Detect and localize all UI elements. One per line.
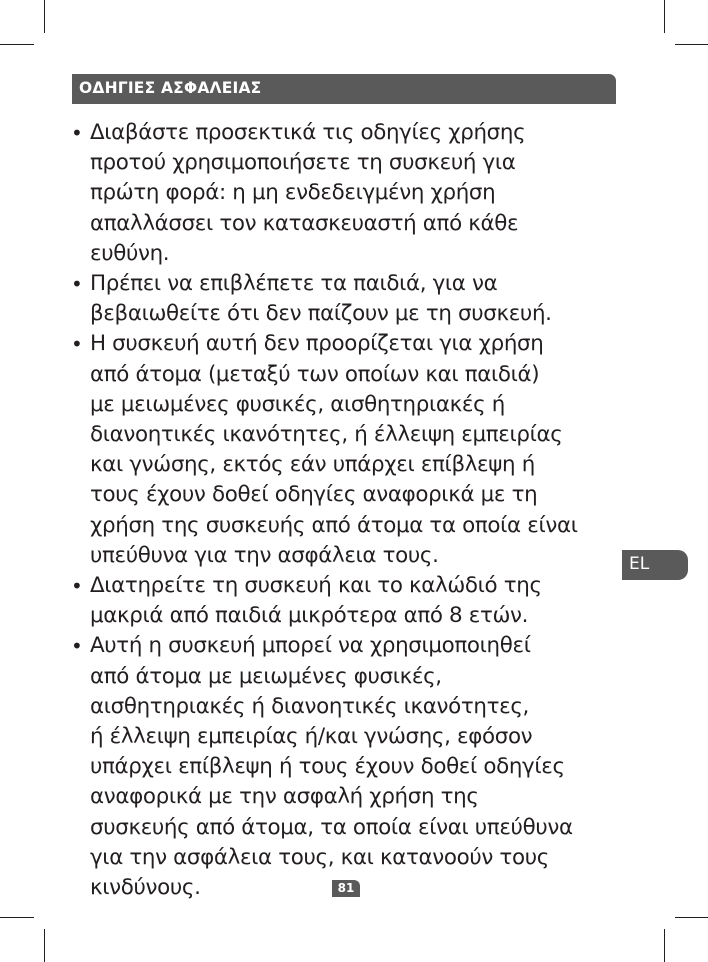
crop-mark bbox=[44, 0, 45, 33]
text-line: ευθύνη. bbox=[90, 240, 170, 266]
list-item bbox=[68, 269, 620, 329]
list-item bbox=[68, 118, 620, 269]
text-line: απαλλάσσει τον κατασκευαστή από κάθε bbox=[90, 210, 519, 236]
crop-mark bbox=[675, 44, 708, 45]
text-line: χρήση της συσκευής από άτομα τα οποία είναι bbox=[90, 512, 578, 538]
language-label: EL bbox=[629, 554, 650, 574]
crop-mark bbox=[0, 917, 34, 918]
text-line: από άτομα (μεταξύ των οποίων και παιδιά) bbox=[90, 361, 540, 387]
list-item bbox=[68, 329, 620, 571]
text-line: ή έλλειψη εμπειρίας ή/και γνώσης, εφόσον bbox=[90, 724, 533, 750]
language-tab bbox=[622, 550, 688, 580]
text-line: μακριά από παιδιά μικρότερα από 8 ετών. bbox=[90, 603, 529, 629]
section-header-bar bbox=[72, 74, 616, 104]
text-line: τους έχουν δοθεί οδηγίες αναφορικά με τη bbox=[90, 482, 538, 508]
crop-mark bbox=[675, 917, 708, 918]
crop-mark bbox=[664, 0, 665, 33]
text-line: από άτομα με μειωμένες φυσικές, bbox=[90, 663, 442, 689]
page-number-badge bbox=[332, 880, 360, 897]
text-line: βεβαιωθείτε ότι δεν παίζουν με τη συσκευή. bbox=[90, 301, 552, 327]
text-line: υπεύθυνα για την ασφάλεια τους. bbox=[90, 542, 439, 568]
list-item bbox=[68, 631, 620, 903]
crop-mark bbox=[44, 929, 45, 962]
list-item bbox=[68, 571, 620, 631]
bullet-icon: • bbox=[71, 574, 83, 599]
text-line: Αυτή η συσκευή μπορεί να χρησιμοποιηθεί bbox=[90, 633, 531, 659]
text-line: συσκευής από άτομα, τα οποία είναι υπεύθυνα bbox=[90, 814, 573, 840]
text-line: πρώτη φορά: η μη ενδεδειγμένη χρήση bbox=[90, 180, 496, 206]
page-number: 81 bbox=[337, 881, 355, 895]
text-line: προτού χρησιμοποιήσετε τη συσκευή για bbox=[90, 150, 516, 176]
text-line: και γνώσης, εκτός εάν υπάρχει επίβλεψη ή bbox=[90, 452, 535, 478]
bullet-icon: • bbox=[71, 634, 83, 659]
bullet-icon: • bbox=[71, 272, 83, 297]
crop-mark bbox=[0, 44, 34, 45]
crop-mark bbox=[664, 929, 665, 962]
bullet-icon: • bbox=[71, 332, 83, 357]
text-line: Διατηρείτε τη συσκευή και το καλώδιό της bbox=[90, 573, 542, 599]
text-line: αισθητηριακές ή διανοητικές ικανότητες, bbox=[90, 693, 529, 719]
text-line: υπάρχει επίβλεψη ή τους έχουν δοθεί οδηγίες bbox=[90, 754, 565, 780]
text-line: αναφορικά με την ασφαλή χρήση της bbox=[90, 784, 479, 810]
text-line: με μειωμένες φυσικές, αισθητηριακές ή bbox=[90, 391, 505, 417]
text-line: για την ασφάλεια τους, και κατανοούν τους bbox=[90, 844, 549, 870]
text-line: κινδύνους. bbox=[90, 875, 201, 901]
text-line: Πρέπει να επιβλέπετε τα παιδιά, για να bbox=[90, 271, 498, 297]
text-line: διανοητικές ικανότητες, ή έλλειψη εμπειρίας bbox=[90, 422, 563, 448]
bullet-icon: • bbox=[71, 121, 83, 145]
section-title: ΟΔΗΓΙΕΣ ΑΣΦΑΛΕΙΑΣ bbox=[79, 79, 262, 97]
text-line: Διαβάστε προσεκτικά τις οδηγίες χρήσης bbox=[90, 120, 526, 145]
safety-instructions-list bbox=[68, 118, 620, 903]
text-line: Η συσκευή αυτή δεν προορίζεται για χρήση bbox=[90, 331, 544, 357]
